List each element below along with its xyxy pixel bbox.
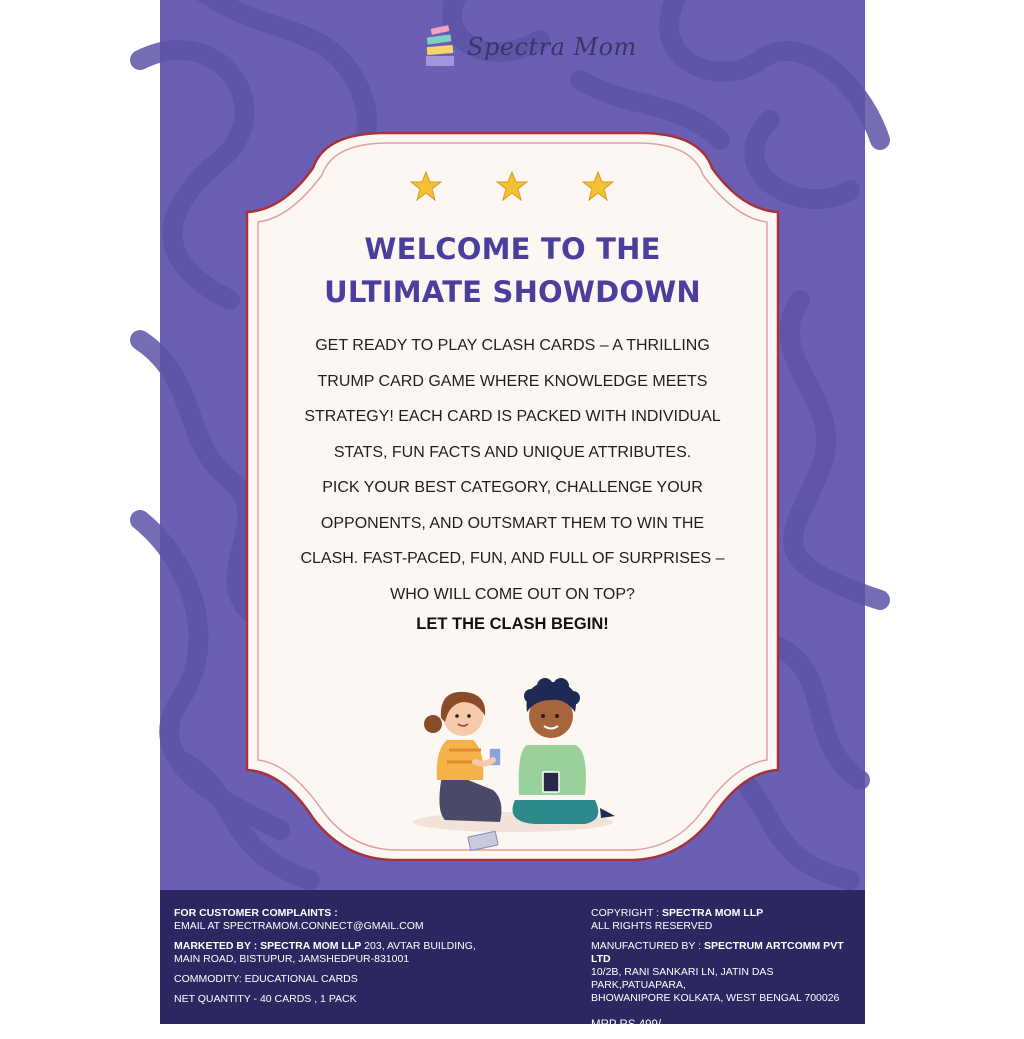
- star-icon: [411, 172, 441, 200]
- product-info-footer: [160, 890, 865, 1031]
- description-line: STRATEGY! EACH CARD IS PACKED WITH INDIVIDUAL: [304, 408, 721, 425]
- copyright-label: COPYRIGHT :: [591, 907, 660, 919]
- marketed-label: MARKETED BY :: [174, 940, 258, 952]
- net-quantity: NET QUANTITY - 40 CARDS , 1 PACK: [174, 993, 357, 1005]
- kids-playing-cards-illustration: [405, 650, 625, 855]
- mrp-price: MRP RS 499/-: [591, 1019, 665, 1031]
- marketed-name: SPECTRA MOM LLP: [260, 940, 362, 952]
- description-line: GET READY TO PLAY CLASH CARDS – A THRILLING: [315, 337, 710, 354]
- marketed-address-1: 203, AVTAR BUILDING,: [361, 940, 476, 952]
- description-line: STATS, FUN FACTS AND UNIQUE ATTRIBUTES.: [333, 443, 692, 461]
- star-icon: [497, 172, 527, 200]
- heading-line-2: ULTIMATE SHOWDOWN: [324, 275, 701, 309]
- footer-left-column: [174, 907, 476, 1013]
- game-description: [270, 328, 755, 612]
- commodity: COMMODITY: EDUCATIONAL CARDS: [174, 973, 358, 985]
- product-sheet: [160, 0, 865, 1031]
- manufactured-address-1: 10/2B, RANI SANKARI LN, JATIN DAS PARK,PATUAPARA,: [591, 966, 774, 991]
- description-line: OPPONENTS, AND OUTSMART THEM TO WIN THE: [320, 514, 705, 532]
- tagline: LET THE CLASH BEGIN!: [416, 615, 609, 633]
- copyright-name: SPECTRA MOM LLP: [662, 907, 764, 919]
- manufactured-address-2: BHOWANIPORE KOLKATA, WEST BENGAL 700026: [591, 992, 840, 1004]
- rights-reserved: ALL RIGHTS RESERVED: [591, 920, 713, 932]
- card-on-floor-icon: [465, 830, 505, 854]
- description-line: TRUMP CARD GAME WHERE KNOWLEDGE MEETS: [317, 372, 708, 390]
- footer-right-column: [591, 907, 865, 1039]
- complaints-label: FOR CUSTOMER COMPLAINTS :: [174, 907, 338, 919]
- heading-line-1: WELCOME TO THE: [364, 232, 661, 266]
- marketed-address-2: MAIN ROAD, BISTUPUR, JAMSHEDPUR-831001: [174, 953, 410, 965]
- description-line: PICK YOUR BEST CATEGORY, CHALLENGE YOUR: [322, 479, 703, 496]
- rating-stars: [410, 170, 600, 206]
- welcome-heading: [280, 228, 745, 314]
- manufactured-label: MANUFACTURED BY :: [591, 940, 702, 952]
- description-line: WHO WILL COME OUT ON TOP?: [390, 585, 635, 603]
- email-line: EMAIL AT SPECTRAMOM.CONNECT@GMAIL.COM: [174, 920, 424, 932]
- description-line: CLASH. FAST-PACED, FUN, AND FULL OF SURPRISES –: [300, 550, 725, 567]
- manufactured-name: SPECTRUM ARTCOMM PVT LTD: [591, 940, 844, 965]
- brand-name: Spectra Mom: [467, 33, 637, 61]
